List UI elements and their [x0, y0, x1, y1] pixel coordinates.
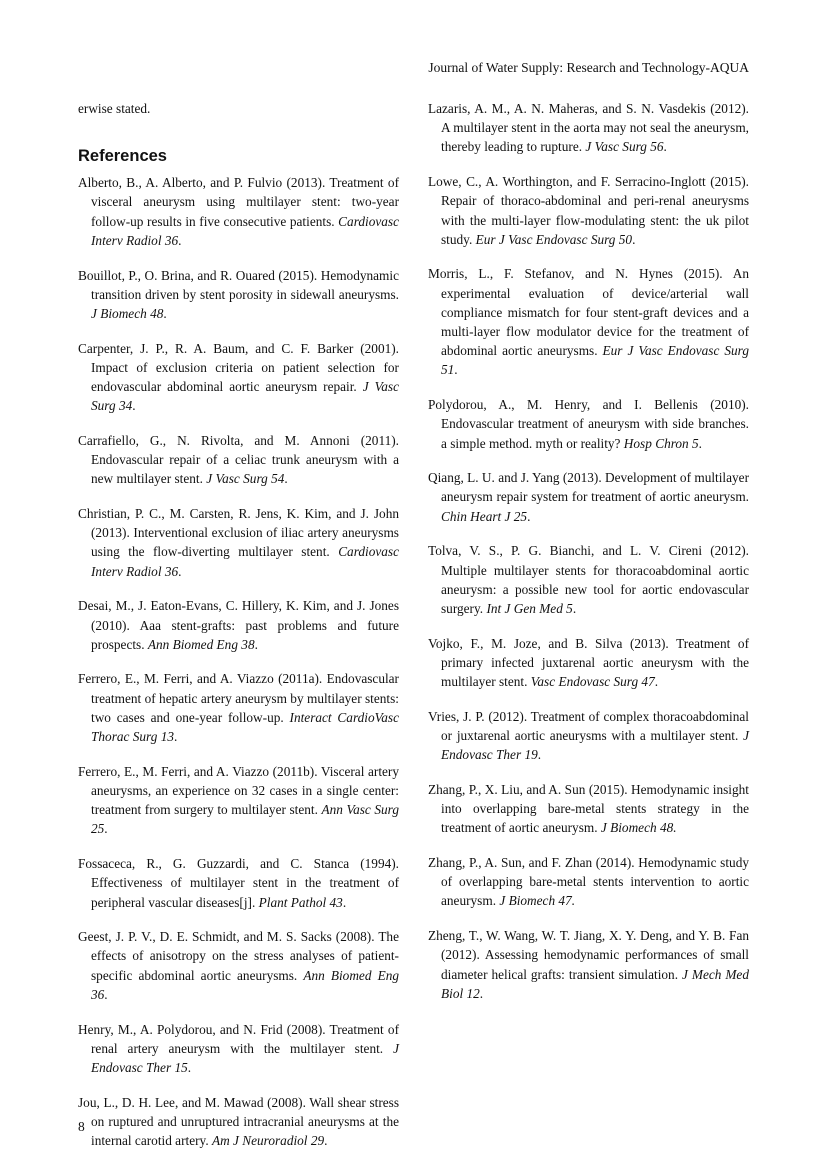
reference-entry [428, 395, 749, 453]
reference-journal: Am J Neuroradiol 29 [211, 1133, 325, 1149]
reference-text: Polydorou, A., M. Henry, and I. Bellenis (2010). Endovascular treatment of aneurysm with side branches. a simple method. myth or reality? [428, 397, 749, 451]
reference-entry [78, 431, 399, 489]
reference-entry [78, 927, 399, 1004]
references-heading: References [78, 147, 167, 166]
reference-entry [78, 762, 399, 839]
reference-text: Carrafiello, G., N. Rivolta, and M. Annoni (2011). Endovascular repair of a celiac trunk aneurysm with a new multilayer stent. [78, 432, 399, 487]
reference-entry [428, 780, 749, 838]
reference-end: . [284, 471, 288, 487]
reference-journal: J Biomech 47. [499, 893, 576, 909]
reference-entry [428, 853, 749, 911]
carryover-text: erwise stated. [78, 101, 151, 116]
reference-text: Lazaris, A. M., A. N. Maheras, and S. N. Vasdekis (2012). A multilayer stent in the aorta may not seal the aneurysm, thereby leading to rupture. [428, 101, 749, 155]
reference-text: Fossaceca, R., G. Guzzardi, and C. Stanca (1994). Effectiveness of multilayer stent in the treatment of peripheral vascular diseases[j]. [78, 856, 399, 910]
running-header: Journal of Water Supply: Research and Technology-AQUA [428, 60, 749, 75]
references-list-left [78, 173, 399, 1150]
reference-end: . [132, 398, 136, 414]
reference-journal: J Endovasc Ther 15 [91, 1040, 400, 1075]
reference-text: Henry, M., A. Polydorou, and N. Frid (2008). Treatment of renal artery aneurysm with the multilayer stent. [78, 1021, 399, 1056]
reference-text: Morris, L., F. Stefanov, and N. Hynes (2015). An experimental evaluation of device/arterial wall compliance mismatch for four stent-graft devices and a multi-layer flow modulator device for the treatment of abdominal aortic aneurysms. [428, 266, 749, 359]
reference-end: . [178, 232, 182, 248]
reference-text: Alberto, B., A. Alberto, and P. Fulvio (2013). Treatment of visceral aneurysm using multilayer stent: two-year follow-up results in five consecutive patients. [78, 175, 399, 229]
reference-end: . [104, 986, 108, 1002]
reference-end: . [174, 729, 178, 745]
reference-journal: Plant Pathol 43 [258, 894, 343, 910]
reference-journal: Vasc Endovasc Surg 47 [530, 674, 655, 690]
reference-journal: Interact CardioVasc Thorac Surg 13 [91, 709, 399, 745]
reference-end: . [527, 508, 531, 524]
reference-journal: J Vasc Surg 54 [206, 471, 285, 487]
reference-text: Christian, P. C., M. Carsten, R. Jens, K. Kim, and J. John (2013). Interventional exclusion of iliac artery aneurysms using the flow-diverting multilayer stent. [78, 506, 399, 560]
reference-end: . [663, 139, 667, 155]
reference-text: Carpenter, J. P., R. A. Baum, and C. F. Barker (2001). Impact of exclusion criteria on patient selection for endovascular abdominal aortic aneurysm repair. [78, 340, 399, 395]
reference-end: . [698, 435, 702, 451]
reference-entry [428, 926, 749, 1003]
reference-end: . [163, 305, 167, 321]
reference-end: . [104, 821, 108, 837]
reference-journal: Chin Heart J 25 [441, 508, 528, 524]
reference-entry [78, 669, 399, 746]
reference-entry [428, 707, 749, 765]
references-list-right [428, 99, 749, 1003]
reference-end: . [479, 985, 484, 1001]
reference-text: Jou, L., D. H. Lee, and M. Mawad (2008). Wall shear stress on ruptured and unruptured intracranial aneurysms at the internal carotid artery. [78, 1094, 399, 1149]
reference-end: . [454, 362, 458, 378]
reference-text: Ferrero, E., M. Ferri, and A. Viazzo (2011b). Visceral artery aneurysms, an experience on 32 cases in a single center: treatment from surgery to multilayer stent. [78, 763, 399, 818]
reference-entry [428, 99, 749, 157]
reference-journal: Ann Biomed Eng 36 [91, 967, 399, 1002]
reference-entry [78, 266, 399, 324]
reference-entry [428, 264, 749, 379]
reference-end: . [632, 231, 636, 247]
reference-entry [428, 468, 749, 526]
reference-end: . [187, 1059, 192, 1075]
reference-journal: Cardiovasc Interv Radiol 36 [91, 213, 399, 248]
reference-journal: Ann Vasc Surg 25 [91, 802, 399, 837]
reference-entry [428, 634, 749, 692]
reference-end: . [537, 747, 542, 763]
reference-journal: J Vasc Surg 56 [585, 139, 664, 155]
reference-text: Zhang, P., X. Liu, and A. Sun (2015). Hemodynamic insight into overlapping bare-metal stents strategy in the treatment of aortic aneurysm. [428, 781, 749, 836]
reference-journal: Int J Gen Med 5 [486, 600, 573, 616]
reference-text: Tolva, V. S., P. G. Bianchi, and L. V. Cireni (2012). Multiple multilayer stents for thoracoabdominal aortic aneurysm: a possible new tool for aortic endovascular surgery. [428, 543, 749, 616]
reference-end: . [254, 636, 258, 652]
page-number: 8 [78, 1119, 85, 1134]
reference-text: Lowe, C., A. Worthington, and F. Serracino-Inglott (2015). Repair of thoraco-abdominal and peri-renal aneurysms with the multi-layer flow-modulating stent: the uk pilot study. [428, 174, 749, 247]
reference-journal: J Biomech 48. [600, 820, 677, 836]
reference-end: . [342, 894, 347, 910]
reference-text: Ferrero, E., M. Ferri, and A. Viazzo (2011a). Endovascular treatment of hepatic artery aneurysm by multilayer stents: two cases and one-year follow-up. [78, 671, 399, 725]
reference-journal: Hosp Chron 5 [623, 435, 699, 451]
reference-text: Geest, J. P. V., D. E. Schmidt, and M. S. Sacks (2008). The effects of anisotropy on the stress analyses of patient-specific abdominal aortic aneurysms. [78, 929, 399, 983]
reference-journal: J Biomech 48 [91, 305, 164, 321]
reference-entry [78, 504, 399, 581]
reference-entry [78, 1093, 399, 1151]
reference-end: . [572, 600, 577, 616]
left-column [78, 99, 399, 1166]
reference-entry [78, 854, 399, 912]
reference-text: Desai, M., J. Eaton-Evans, C. Hillery, K. Kim, and J. Jones (2010). Aaa stent-grafts: past problems and future prospects. [78, 598, 399, 652]
reference-text: Zheng, T., W. Wang, W. T. Jiang, X. Y. Deng, and Y. B. Fan (2012). Assessing hemodynamic performances of small diameter helical grafts: transient simulation. [428, 928, 749, 982]
reference-text: Qiang, L. U. and J. Yang (2013). Development of multilayer aneurysm repair system for treatment of aortic aneurysm. [428, 470, 749, 505]
reference-text: Bouillot, P., O. Brina, and R. Ouared (2015). Hemodynamic transition driven by stent porosity in sidewall aneurysms. [78, 267, 399, 302]
reference-text: Vojko, F., M. Joze, and B. Silva (2013). Treatment of primary infected juxtarenal aortic aneurysm with the multilayer stent. [428, 635, 749, 690]
reference-entry [78, 339, 399, 416]
reference-journal: Eur J Vasc Endovasc Surg 50 [475, 231, 633, 247]
reference-entry [78, 1020, 399, 1078]
reference-entry [78, 173, 399, 250]
reference-text: Vries, J. P. (2012). Treatment of complex thoracoabdominal or juxtarenal aortic aneurysms with a multilayer stent. [428, 708, 749, 743]
reference-journal: Cardiovasc Interv Radiol 36 [91, 544, 400, 579]
reference-journal: J Vasc Surg 34 [91, 379, 399, 414]
reference-entry [78, 596, 399, 654]
reference-entry [428, 541, 749, 618]
reference-end: . [178, 563, 182, 579]
reference-journal: Ann Biomed Eng 38 [147, 636, 255, 652]
reference-entry [428, 172, 749, 249]
reference-end: . [324, 1133, 328, 1149]
right-column [428, 99, 749, 1018]
reference-end: . [654, 674, 659, 690]
reference-journal: J Endovasc Ther 19 [441, 727, 749, 763]
reference-text: Zhang, P., A. Sun, and F. Zhan (2014). Hemodynamic study of overlapping bare-metal stents intervention to aortic aneurysm. [428, 855, 749, 909]
reference-journal: Eur J Vasc Endovasc Surg 51 [441, 343, 749, 378]
reference-journal: J Mech Med Biol 12 [441, 966, 749, 1001]
